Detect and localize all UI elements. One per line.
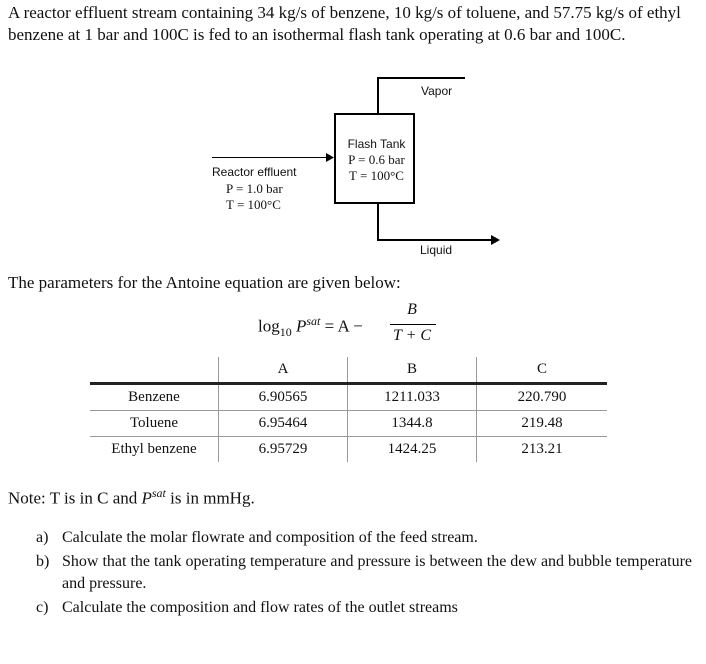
eq-numerator: B [407,301,417,318]
table-cell: 219.48 [477,411,608,437]
eq-p: P [295,316,307,336]
tank-title: Flash Tank [347,137,406,151]
header-cell: B [348,357,477,384]
task-text: Show that the tank operating temperature and pressure is between the dew and bubble temperature and pressure. [62,553,692,592]
tank-pressure: P = 0.6 bar [348,152,405,167]
eq-denominator: T + C [392,327,432,344]
feed-title: Reactor effluent [212,165,297,179]
antoine-intro: The parameters for the Antoine equation are given below: [8,273,401,292]
header-cell: A [219,357,348,384]
vapor-label: Vapor [421,84,453,98]
note-p-sup: sat [151,486,166,500]
tank-temperature: T = 100°C [349,168,404,183]
liquid-pipe-horizontal [377,239,493,241]
table-cell: 6.95464 [219,411,348,437]
table-cell: 6.95729 [219,437,348,463]
task-text: Calculate the molar flowrate and composition of the feed stream. [62,529,478,546]
table-cell: 213.21 [477,437,608,463]
header-cell [90,357,219,384]
feed-pressure: P = 1.0 bar [226,181,283,196]
task-label: b) [36,553,50,570]
header-cell: C [477,357,608,384]
liquid-pipe-vertical [377,203,379,241]
list-item [36,527,696,549]
eq-log-base: 10 [279,325,292,340]
table-row [90,411,607,437]
feed-temperature: T = 100°C [226,197,281,212]
table-cell: 6.90565 [219,384,348,411]
note-prefix: Note: T is in C and [8,488,142,508]
compound-name: Ethyl benzene [111,441,197,457]
eq-log: log [258,316,280,336]
vapor-pipe-vertical [377,77,379,114]
table-row [90,437,607,463]
eq-mid: = A − [324,316,363,336]
units-note [8,482,255,510]
liquid-label: Liquid [420,243,453,257]
table-cell: 1424.25 [348,437,477,463]
antoine-equation [258,314,363,340]
note-suffix: is in mmHg. [165,488,255,508]
table-row [90,384,607,411]
list-item [36,597,696,619]
compound-name: Benzene [90,384,219,411]
table-cell: 220.790 [477,384,608,411]
table-header-row [90,357,607,384]
task-label: c) [36,599,49,616]
eq-fraction-bar [390,324,436,325]
compound-name: Toluene [90,411,219,437]
antoine-parameters-table [90,357,607,462]
note-p: P [141,488,152,508]
eq-p-sup: sat [306,314,321,328]
task-label: a) [36,529,49,546]
task-list [36,527,696,621]
feed-arrowhead [326,153,335,162]
task-text: Calculate the composition and flow rates of the outlet streams [62,599,458,616]
table-cell: 1344.8 [348,411,477,437]
list-item [36,551,696,595]
vapor-pipe-horizontal [377,77,465,79]
feed-pipe [212,157,332,158]
problem-statement: A reactor effluent stream containing 34 kg/s of benzene, 10 kg/s of toluene, and 57.75 kg/s of ethyl benzene at 1 bar and 100C is fed to an isothermal flash tank operating at 0.6 bar and 100C. [8,3,681,44]
table-cell: 1211.033 [348,384,477,411]
liquid-arrowhead [491,235,501,245]
